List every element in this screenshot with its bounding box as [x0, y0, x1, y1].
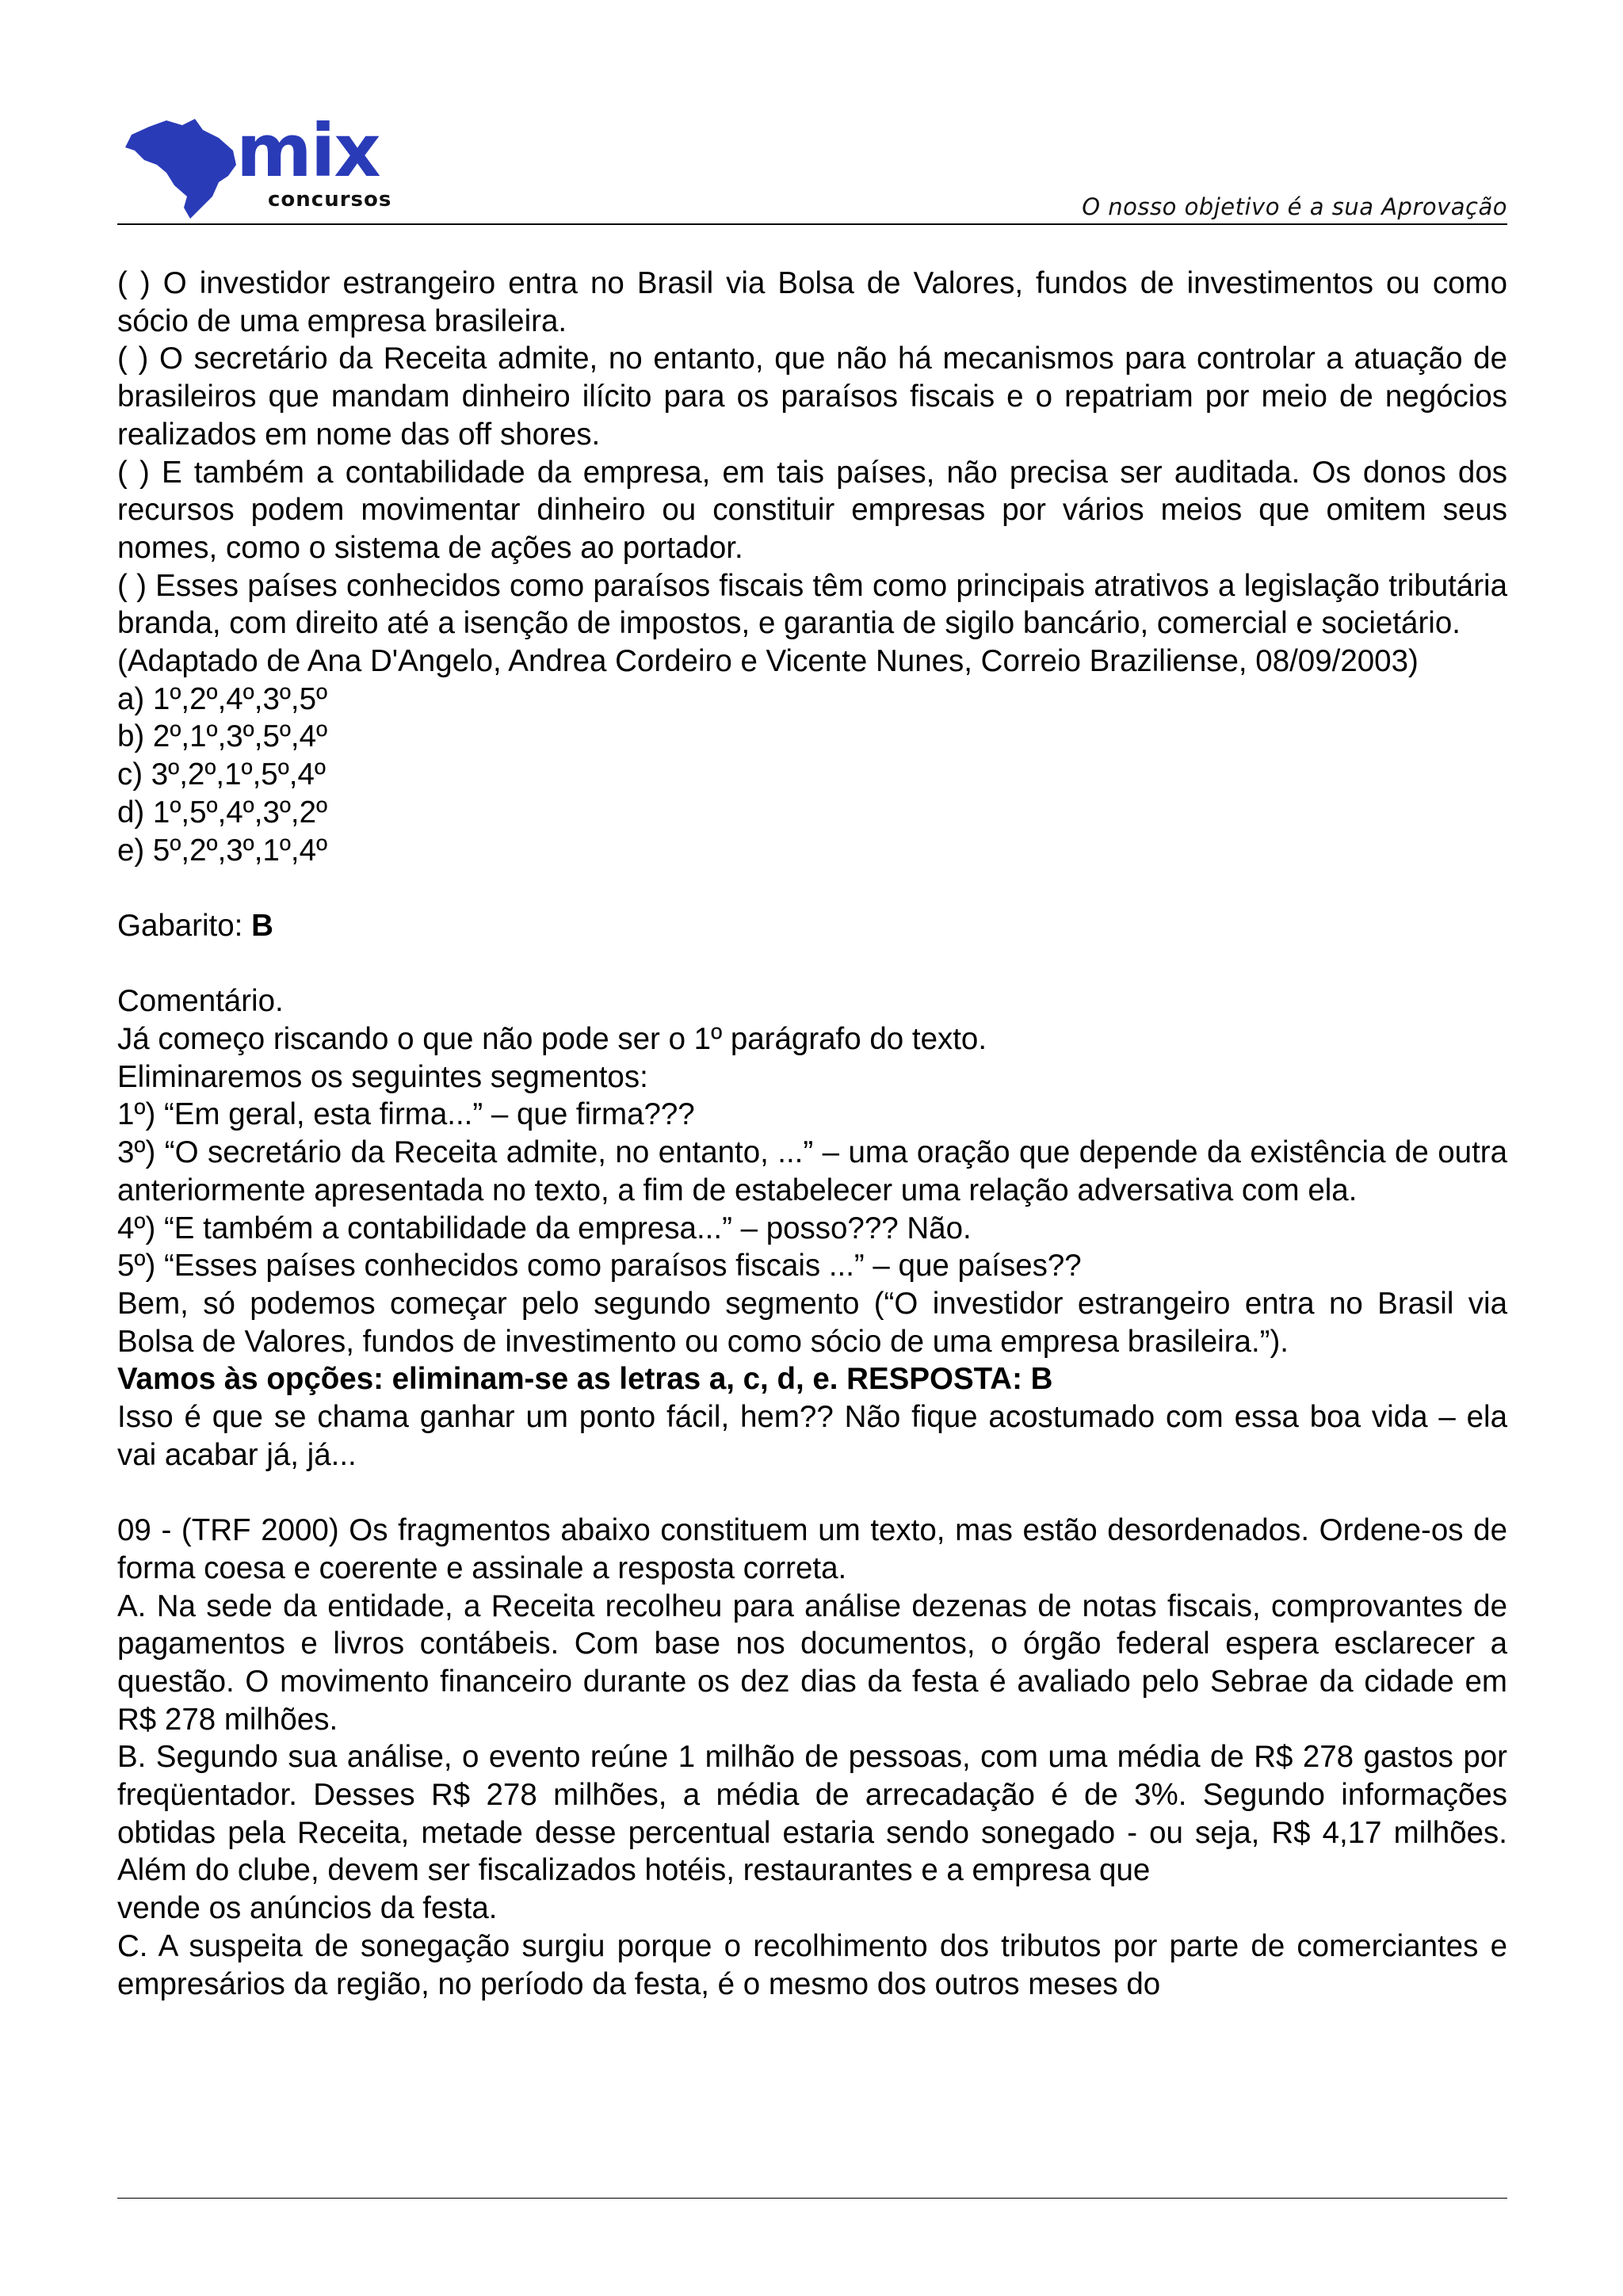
answer-option: d) 1º,5º,4º,3º,2º: [117, 795, 328, 830]
comment-answer: Vamos às opções: eliminam-se as letras a, c, d, e. RESPOSTA: B: [117, 1362, 1053, 1397]
answer-key-label: Gabarito:: [117, 908, 252, 943]
question-statement: 09 - (TRF 2000) Os fragmentos abaixo constituem um texto, mas estão desordenados. Ordene-os de forma coesa e coerente e assinale a resposta correta.: [117, 1513, 1507, 1585]
comment-line: 3º) “O secretário da Receita admite, no entanto, ...” – uma oração que depende da existência de outra anteriormente apresentada no texto, a fim de estabelecer uma relação adversativa com ela.: [117, 1135, 1507, 1207]
page-header: [117, 93, 1507, 225]
comment-line: 1º) “Em geral, esta firma...” – que firma???: [117, 1097, 695, 1132]
footer-divider: [117, 2198, 1507, 2199]
fragment-c: C. A suspeita de sonegação surgiu porque o recolhimento dos tributos por parte de comerciantes e empresários da região, no período da festa, é o mesmo dos outros meses do: [117, 1928, 1507, 2001]
logo-word: mix: [236, 109, 380, 193]
brazil-map-icon: [125, 119, 236, 219]
segment-paragraph: ( ) O investidor estrangeiro entra no Brasil via Bolsa de Valores, fundos de investimentos ou como sócio de uma empresa brasileira.: [117, 266, 1507, 338]
comment-line: Bem, só podemos começar pelo segundo segmento (“O investidor estrangeiro entra no Brasil via Bolsa de Valores, fundos de investimento ou como sócio de uma empresa brasileira.”).: [117, 1286, 1507, 1359]
segment-paragraph: ( ) E também a contabilidade da empresa, em tais países, não precisa ser auditada. Os donos dos recursos podem movimentar dinheiro ou constituir empresas por vários meios que omitem seus nomes, como o sistema de ações ao portador.: [117, 455, 1507, 565]
answer-option: a) 1º,2º,4º,3º,5º: [117, 681, 328, 716]
segment-paragraph: ( ) O secretário da Receita admite, no entanto, que não há mecanismos para controlar a atuação de brasileiros que mandam dinheiro ilícito para os paraísos fiscais e o repatriam por meio de negócios realizados em nome das off shores.: [117, 341, 1507, 452]
fragment-b-end: vende os anúncios da festa.: [117, 1891, 498, 1926]
page-content: [117, 265, 1507, 2003]
logo-subtitle: concursos: [268, 188, 392, 212]
comment-line: Já começo riscando o que não pode ser o 1º parágrafo do texto.: [117, 1022, 987, 1057]
answer-key: [117, 907, 1507, 945]
fragment-b: B. Segundo sua análise, o evento reúne 1 milhão de pessoas, com uma média de R$ 278 gastos por freqüentador. Desses R$ 278 milhões, a média de arrecadação é de 3%. Segundo informações obtidas pela Receita, metade desse percentual estaria sendo sonegado - ou seja, R$ 4,17 milhões. Além do clube, devem ser fiscalizados hotéis, restaurantes e a empresa que: [117, 1740, 1507, 1888]
comment-line: Eliminaremos os seguintes segmentos:: [117, 1059, 648, 1094]
comment-line: 4º) “E também a contabilidade da empresa...” – posso??? Não.: [117, 1211, 972, 1245]
answer-option: e) 5º,2º,3º,1º,4º: [117, 833, 328, 868]
segment-paragraph: ( ) Esses países conhecidos como paraísos fiscais têm como principais atrativos a legislação tributária branda, com direito até a isenção de impostos, e garantia de sigilo bancário, comercial e societário.: [117, 568, 1507, 641]
answer-option: b) 2º,1º,3º,5º,4º: [117, 719, 328, 754]
comment-heading: Comentário.: [117, 984, 284, 1019]
fragment-a: A. Na sede da entidade, a Receita recolheu para análise dezenas de notas fiscais, comprovantes de pagamentos e livros contábeis. Com base nos documentos, o órgão federal espera esclarecer a questão. O movimento financeiro durante os dez dias da festa é avaliado pelo Sebrae da cidade em R$ 278 milhões.: [117, 1589, 1507, 1737]
header-tagline: O nosso objetivo é a sua Aprovação: [1082, 193, 1507, 220]
comment-line: 5º) “Esses países conhecidos como paraísos fiscais ...” – que países??: [117, 1249, 1082, 1283]
comment-line: Isso é que se chama ganhar um ponto fácil, hem?? Não fique acostumado com essa boa vida – ela vai acabar já, já...: [117, 1400, 1507, 1472]
source-citation: (Adaptado de Ana D'Angelo, Andrea Cordeiro e Vicente Nunes, Correio Braziliense, 08/09/2003): [117, 644, 1419, 679]
mix-concursos-logo: [117, 103, 418, 222]
answer-key-value: B: [251, 908, 273, 943]
answer-option: c) 3º,2º,1º,5º,4º: [117, 757, 326, 792]
header-divider: [117, 223, 1507, 225]
